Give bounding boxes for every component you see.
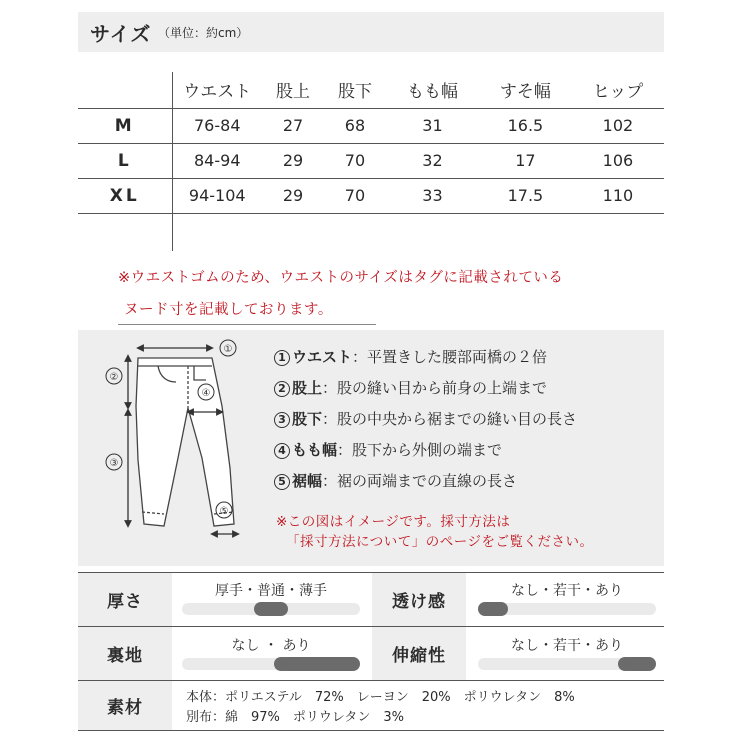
slider-track-sheer xyxy=(478,603,656,615)
table-cell: 27 xyxy=(262,108,324,143)
pants-outline xyxy=(136,358,234,526)
measure-item-thigh xyxy=(274,439,502,460)
pants-diagram xyxy=(102,336,272,546)
table-cell: 76-84 xyxy=(172,108,262,143)
size-title-band xyxy=(78,12,664,52)
table-cell: 32 xyxy=(386,143,479,178)
attr-options-thickness: 厚手・普通・薄手 xyxy=(215,583,327,599)
header-empty-cell xyxy=(78,72,172,108)
table-row xyxy=(78,108,664,143)
table-cell: 102 xyxy=(572,108,664,143)
image-note-line-2: 「採寸方法について」のページをご覧ください。 xyxy=(286,534,594,550)
table-cell: 84-94 xyxy=(172,143,262,178)
measure-item-inseam xyxy=(274,408,577,429)
slider-thumb-lining xyxy=(274,657,360,671)
attr-options-stretch: なし・若干・あり xyxy=(511,638,623,654)
slider-track-lining xyxy=(182,658,360,670)
attr-label-lining: 裏地 xyxy=(78,627,172,680)
table-cell: 110 xyxy=(572,178,664,213)
table-cell: 70 xyxy=(324,143,386,178)
attr-label-stretch: 伸縮性 xyxy=(372,627,466,680)
measure-num: 1 xyxy=(274,350,290,366)
size-label: M xyxy=(78,108,172,143)
measure-num: 5 xyxy=(274,474,290,490)
attr-options-sheer: なし・若干・あり xyxy=(511,583,623,599)
table-cell: 29 xyxy=(262,143,324,178)
size-label-empty xyxy=(78,213,172,251)
header-waist: ウエスト xyxy=(183,82,252,103)
marker-2: ② xyxy=(109,372,119,383)
measure-name: 裾幅 xyxy=(292,472,323,490)
table-row xyxy=(78,143,664,178)
size-label: XL xyxy=(78,178,172,213)
attr-divider xyxy=(78,730,664,731)
marker-4: ④ xyxy=(201,388,211,399)
image-note-line-1: ※この図はイメージです。採寸方法は xyxy=(276,514,511,530)
table-cell: 31 xyxy=(386,108,479,143)
table-cell: 16.5 xyxy=(479,108,572,143)
table-cell: 70 xyxy=(324,178,386,213)
slider-thumb-thickness xyxy=(254,602,288,616)
header-thigh: もも幅 xyxy=(406,82,458,103)
table-cell: 106 xyxy=(572,143,664,178)
attr-options-lining: なし ・ あり xyxy=(231,638,311,654)
measure-item-hem xyxy=(274,470,517,491)
size-table-header xyxy=(78,72,664,108)
table-row xyxy=(78,178,664,213)
measure-desc: ：股の中央から裾までの縫い目の長さ xyxy=(322,410,578,428)
measure-item-rise xyxy=(274,377,547,398)
slider-thumb-sheer xyxy=(478,602,508,616)
slider-track-stretch xyxy=(478,658,656,670)
measure-name: ウエスト xyxy=(292,348,353,366)
measure-desc: ：平置きした腰部両橋の２倍 xyxy=(352,348,548,366)
header-rise: 股上 xyxy=(275,82,310,103)
table-cell-empty xyxy=(172,213,664,251)
measure-name: もも幅 xyxy=(292,441,338,459)
measure-num: 4 xyxy=(274,443,290,459)
marker-3: ③ xyxy=(109,458,119,469)
attr-label-sheer: 透け感 xyxy=(372,573,466,626)
table-cell: 17 xyxy=(479,143,572,178)
waist-note-line-2: ヌード寸を記載しております。 xyxy=(118,298,376,325)
header-inseam: 股下 xyxy=(337,82,372,103)
size-table xyxy=(78,72,664,251)
page-title: サイズ xyxy=(90,22,152,46)
table-cell: 29 xyxy=(262,178,324,213)
marker-1: ① xyxy=(223,344,233,355)
unit-label: （単位：約cm） xyxy=(158,26,249,40)
marker-5: ⑤ xyxy=(219,506,229,517)
table-cell: 33 xyxy=(386,178,479,213)
measurement-section xyxy=(78,330,664,566)
measure-num: 2 xyxy=(274,381,290,397)
header-hip: ヒップ xyxy=(592,82,644,103)
measure-name: 股下 xyxy=(292,410,323,428)
table-row-empty xyxy=(78,213,664,251)
size-label: L xyxy=(78,143,172,178)
table-cell: 17.5 xyxy=(479,178,572,213)
slider-thumb-stretch xyxy=(618,657,656,671)
table-cell: 94-104 xyxy=(172,178,262,213)
header-hem: すそ幅 xyxy=(499,82,551,103)
attr-label-thickness: 厚さ xyxy=(78,573,172,626)
measure-desc: ：裾の両端までの直線の長さ xyxy=(322,472,518,490)
attr-label-material: 素材 xyxy=(78,681,172,730)
table-cell: 68 xyxy=(324,108,386,143)
measure-desc: ：股下から外側の端まで xyxy=(337,441,503,459)
material-line-2: 別布：綿 97% ポリウレタン 3% xyxy=(186,710,404,725)
material-line-1: 本体：ポリエステル 72% レーヨン 20% ポリウレタン 8% xyxy=(186,690,575,705)
measure-desc: ：股の縫い目から前身の上端まで xyxy=(322,379,548,397)
measure-item-waist xyxy=(274,346,547,367)
measure-num: 3 xyxy=(274,412,290,428)
slider-track-thickness xyxy=(182,603,360,615)
measure-name: 股上 xyxy=(292,379,323,397)
waist-note-line-1: ※ウエストゴムのため、ウエストのサイズはタグに記載されている xyxy=(118,270,564,286)
